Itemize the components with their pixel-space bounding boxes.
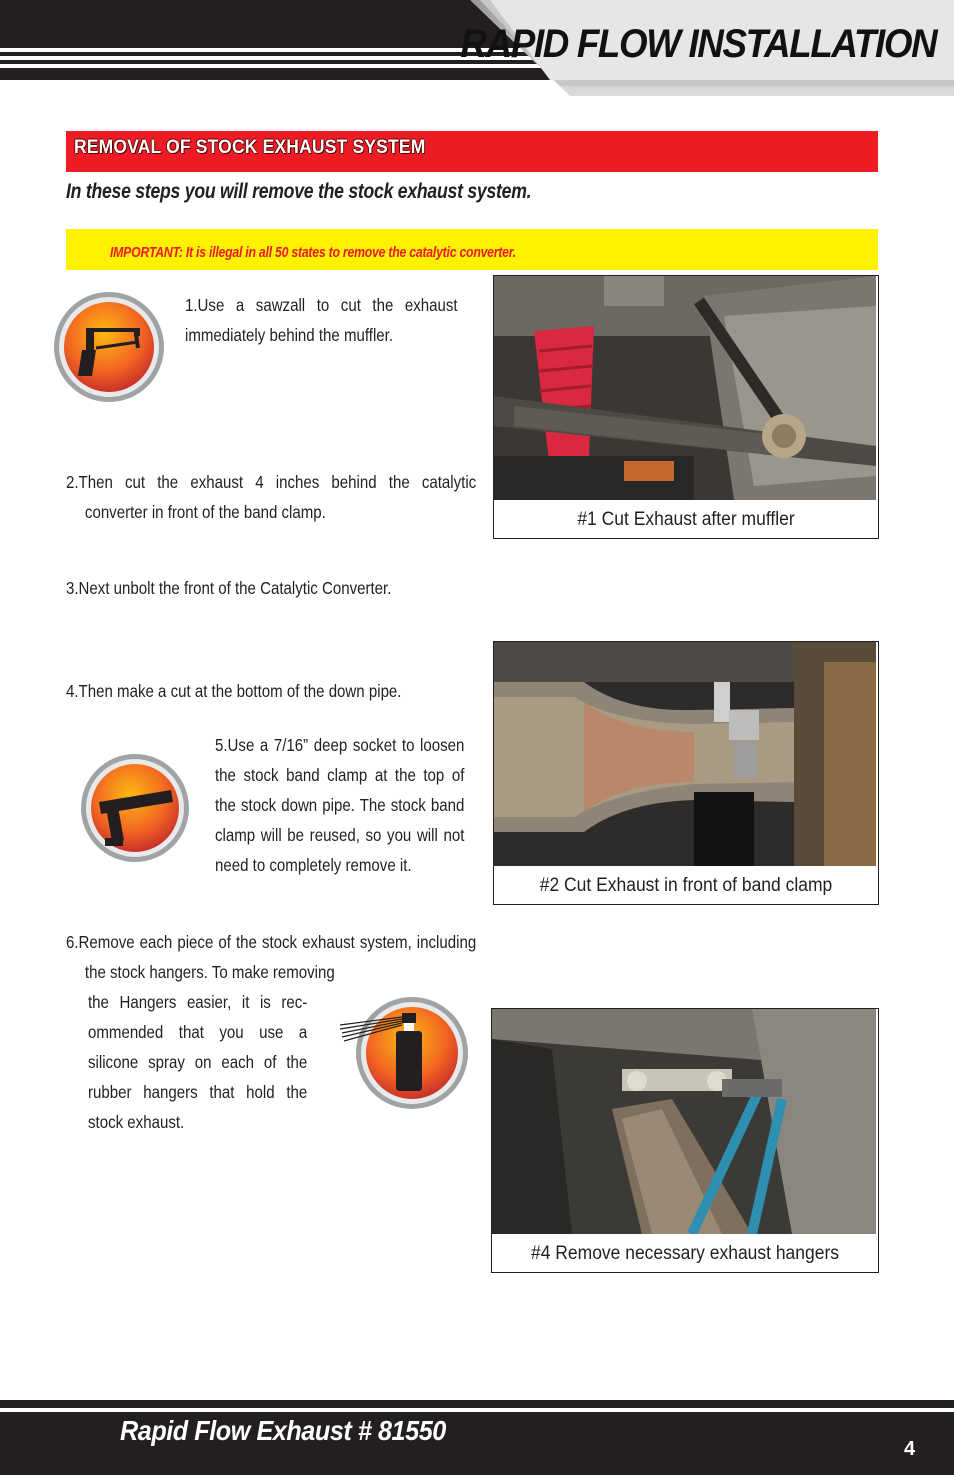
step-5: 5.Use a 7/16” deep socket to loosen the stock band clamp at the top of the stock down pipe. The stock band clamp will be reused, so you will not need to completely remove it. — [215, 735, 465, 875]
spray-can-icon — [338, 995, 470, 1111]
page-title: RAPID FLOW INSTALLATION — [460, 22, 936, 66]
photo-2-caption: #2 Cut Exhaust in front of band clamp — [539, 875, 833, 896]
hacksaw-icon — [52, 290, 166, 404]
step-3: 3.Next unbolt the front of the Catalytic Converter. — [66, 578, 392, 598]
step-6-continued: the Hangers easier, it is rec-ommended that you use a silicone spray on each of the rubber hangers that hold the stock exhaust. — [88, 992, 308, 1132]
page-number: 4 — [904, 1438, 916, 1460]
photo-2 — [493, 641, 879, 905]
footer-title: Rapid Flow Exhaust # 81550 — [120, 1415, 446, 1446]
step-4: 4.Then make a cut at the bottom of the down pipe. — [66, 681, 402, 701]
socket-wrench-icon — [79, 752, 191, 864]
step-1: 1.Use a sawzall to cut the exhaust immediately behind the muffler. — [185, 295, 458, 345]
step-2: 2.Then cut the exhaust 4 inches behind the catalytic converter in front of the band clamp. — [66, 472, 477, 522]
photo-4-caption: #4 Remove necessary exhaust hangers — [530, 1243, 840, 1264]
photo-1-image — [494, 276, 876, 500]
photo-4 — [491, 1008, 879, 1273]
step-6: 6.Remove each piece of the stock exhaust system, including the stock hangers. To make removing — [66, 932, 477, 982]
photo-2-image — [494, 642, 876, 866]
photo-1 — [493, 275, 879, 539]
section-intro: In these steps you will remove the stock exhaust system. — [66, 180, 532, 203]
photo-4-image — [492, 1009, 876, 1234]
section-title: REMOVAL OF STOCK EXHAUST SYSTEM — [74, 137, 426, 158]
photo-1-caption: #1 Cut Exhaust after muffler — [577, 509, 795, 530]
warning-text: IMPORTANT: It is illegal in all 50 states to remove the catalytic converter. — [110, 244, 516, 261]
